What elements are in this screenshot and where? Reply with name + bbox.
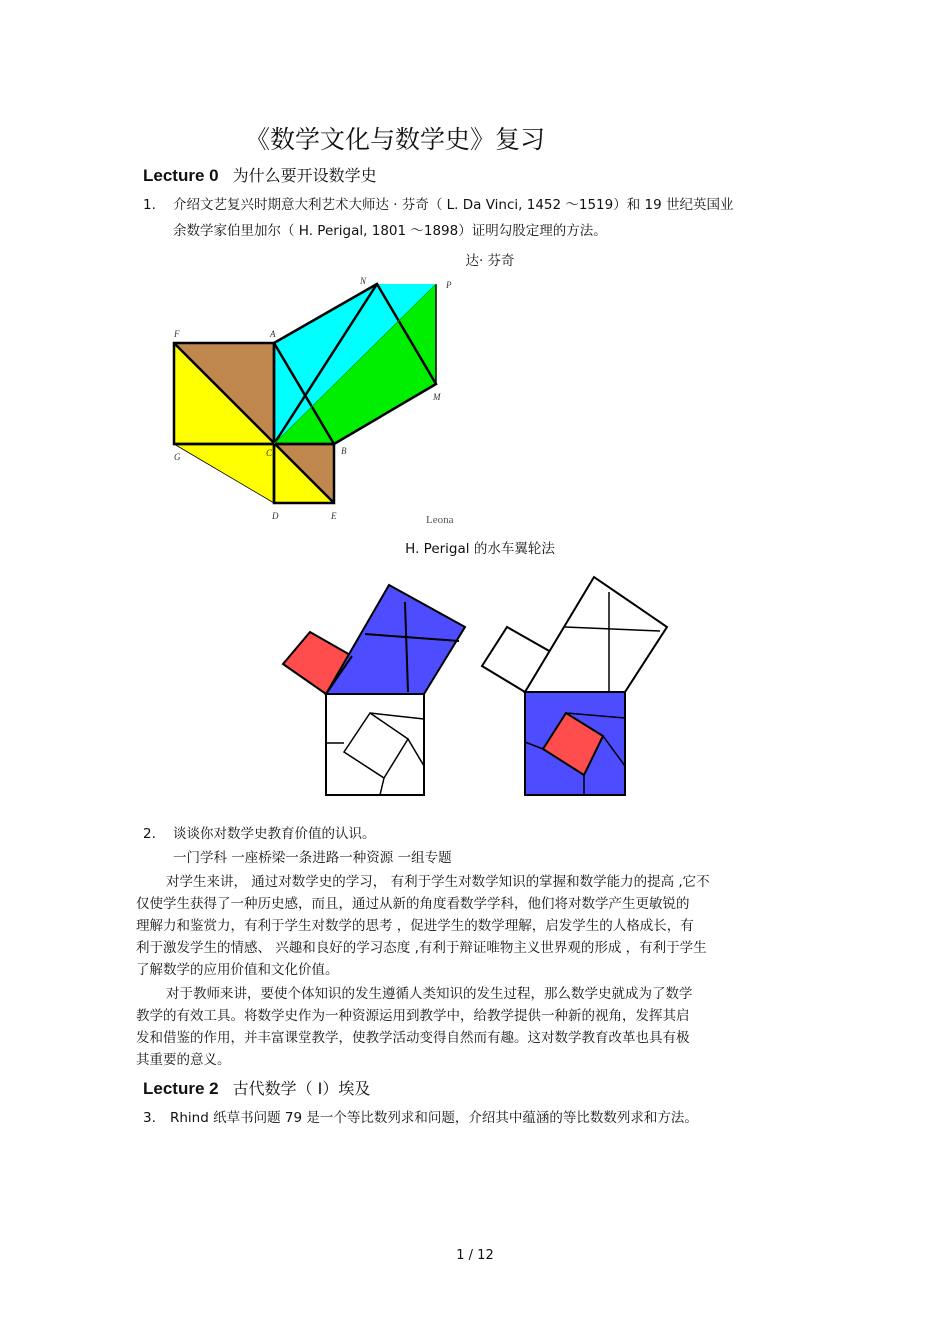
page-title: 《数学文化与数学史》复习 [245, 125, 546, 154]
label-b: B [341, 446, 347, 456]
question-3-number: 3. [143, 1110, 156, 1126]
lecture-0-title: 为什么要开设数学史 [232, 166, 377, 185]
paragraph-1-line-1: 对学生来讲， 通过对数学史的学习， 有利于学生对数学知识的掌握和数学能力的提高 ,它不 [166, 874, 710, 890]
question-2-line-1: 谈谈你对数学史教育价值的认识。 [173, 826, 376, 842]
label-e: E [331, 511, 337, 521]
question-1-line-1: 介绍文艺复兴时期意大利艺术大师达 · 芬奇（ L. Da Vinci, 1452 ～1519）和 19 世纪英国业 [173, 197, 734, 213]
right-large-square [525, 577, 667, 692]
paragraph-2-line-1: 对于教师来讲，要使个体知识的发生遵循人类知识的发生过程，那么数学史就成为了数学 [166, 986, 693, 1002]
perigal-right-diagram [482, 577, 667, 795]
question-2-number: 2. [143, 826, 156, 842]
label-n: N [360, 276, 367, 286]
question-2-line-2: 一门学科 一座桥梁一条进路一种资源 一组专题 [173, 850, 452, 866]
page-number: 1 / 12 [456, 1248, 494, 1263]
lecture-0-number: Lecture 0 [143, 166, 219, 185]
label-d: D [272, 511, 279, 521]
paragraph-1-line-3: 理解力和鉴赏力，有利于学生对数学的思考 ，促进学生的数学理解，启发学生的人格成长，有 [136, 918, 694, 934]
label-a: A [270, 329, 276, 339]
paragraph-1-line-2: 仅使学生获得了一种历史感，而且，通过从新的角度看数学学科，他们将对数学产生更敏锐的 [136, 896, 690, 912]
davinci-figure [160, 270, 480, 530]
label-p: P [446, 280, 452, 290]
question-1-number: 1. [143, 197, 156, 213]
paragraph-1-line-4: 利于激发学生的情感、 兴趣和良好的学习态度 ,有利于辩证唯物主义世界观的形成 ，有利于学生 [136, 940, 707, 956]
lecture-2-number: Lecture 2 [143, 1079, 219, 1098]
lecture-2-heading [143, 1076, 370, 1099]
label-c: C [266, 448, 273, 458]
lecture-2-title: 古代数学（ I）埃及 [232, 1079, 371, 1098]
label-f: F [174, 329, 180, 339]
davinci-caption: 达· 芬奇 [465, 253, 515, 269]
label-g: G [174, 452, 181, 462]
question-3-text: Rhind 纸草书问题 79 是一个等比数列求和问题，介绍其中蕴涵的等比数数列求和方法。 [170, 1110, 698, 1126]
question-1-line-2: 余数学家伯里加尔（ H. Perigal, 1801 ～1898）证明勾股定理的方法。 [173, 223, 607, 239]
watermark-text: Leona [426, 514, 454, 526]
paragraph-2-line-4: 其重要的意义。 [136, 1052, 231, 1068]
label-m: M [433, 392, 441, 402]
perigal-figure [270, 570, 680, 805]
lecture-0-heading [143, 163, 377, 186]
perigal-caption: H. Perigal 的水车翼轮法 [405, 541, 555, 557]
paragraph-2-line-3: 发和借鉴的作用，并丰富课堂教学，使教学活动变得自然而有趣。这对数学教育改革也具有极 [136, 1030, 690, 1046]
paragraph-1-line-5: 了解数学的应用价值和文化价值。 [136, 962, 339, 978]
perigal-left-diagram [283, 585, 465, 795]
paragraph-2-line-2: 教学的有效工具。将数学史作为一种资源运用到教学中，给教学提供一种新的视角，发挥其启 [136, 1008, 690, 1024]
